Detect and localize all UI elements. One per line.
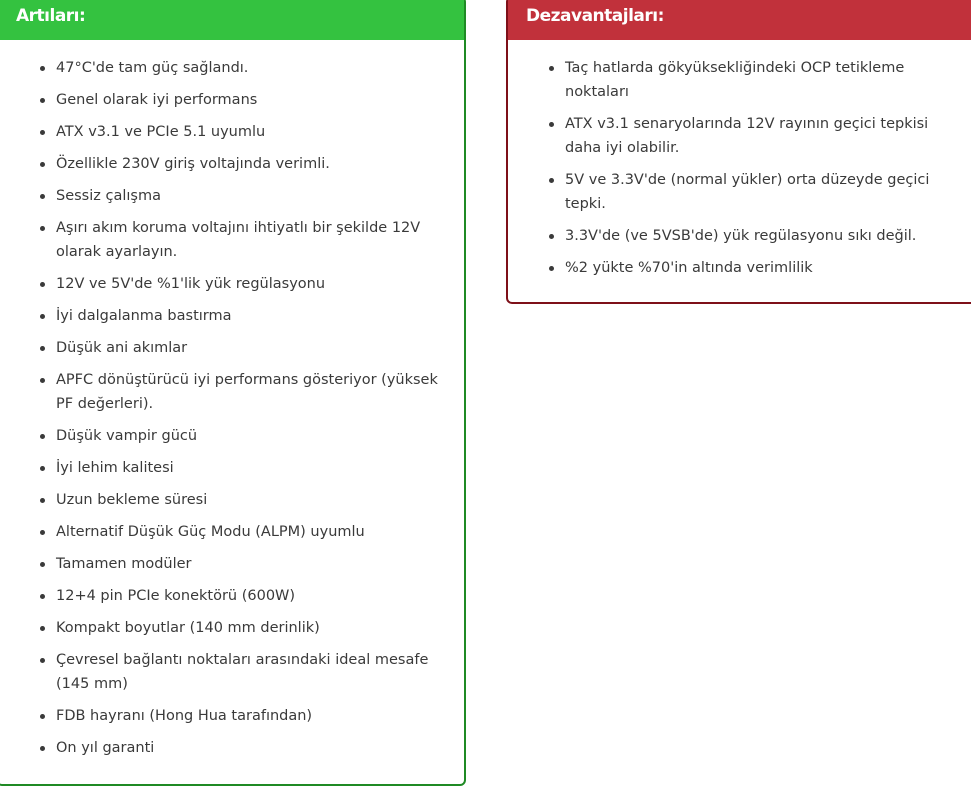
list-item: %2 yükte %70'in altında verimlilik xyxy=(565,256,954,280)
list-item: Alternatif Düşük Güç Modu (ALPM) uyumlu xyxy=(56,520,444,544)
pros-box xyxy=(0,0,466,786)
list-item: Sessiz çalışma xyxy=(56,184,444,208)
list-item: Taç hatlarda gökyüksekliğindeki OCP tetikleme noktaları xyxy=(565,56,954,104)
cons-box xyxy=(506,0,971,304)
list-item: Genel olarak iyi performans xyxy=(56,88,444,112)
pros-title: Artıları: xyxy=(0,0,464,40)
list-item: Uzun bekleme süresi xyxy=(56,488,444,512)
list-item: Özellikle 230V giriş voltajında verimli. xyxy=(56,152,444,176)
list-item: Düşük vampir gücü xyxy=(56,424,444,448)
list-item: İyi lehim kalitesi xyxy=(56,456,444,480)
list-item: 3.3V'de (ve 5VSB'de) yük regülasyonu sıkı değil. xyxy=(565,224,954,248)
cons-title: Dezavantajları: xyxy=(508,0,971,40)
list-item: APFC dönüştürücü iyi performans gösteriyor (yüksek PF değerleri). xyxy=(56,368,444,416)
list-item: ATX v3.1 senaryolarında 12V rayının geçici tepkisi daha iyi olabilir. xyxy=(565,112,954,160)
list-item: FDB hayranı (Hong Hua tarafından) xyxy=(56,704,444,728)
list-item: Çevresel bağlantı noktaları arasındaki ideal mesafe (145 mm) xyxy=(56,648,444,696)
cons-list xyxy=(508,40,971,280)
list-item: Tamamen modüler xyxy=(56,552,444,576)
list-item: Düşük ani akımlar xyxy=(56,336,444,360)
list-item: 5V ve 3.3V'de (normal yükler) orta düzeyde geçici tepki. xyxy=(565,168,954,216)
list-item: Aşırı akım koruma voltajını ihtiyatlı bir şekilde 12V olarak ayarlayın. xyxy=(56,216,444,264)
list-item: 12V ve 5V'de %1'lik yük regülasyonu xyxy=(56,272,444,296)
pros-list xyxy=(0,40,464,760)
list-item: On yıl garanti xyxy=(56,736,444,760)
list-item: 47°C'de tam güç sağlandı. xyxy=(56,56,444,80)
list-item: Kompakt boyutlar (140 mm derinlik) xyxy=(56,616,444,640)
list-item: 12+4 pin PCIe konektörü (600W) xyxy=(56,584,444,608)
list-item: İyi dalgalanma bastırma xyxy=(56,304,444,328)
list-item: ATX v3.1 ve PCIe 5.1 uyumlu xyxy=(56,120,444,144)
